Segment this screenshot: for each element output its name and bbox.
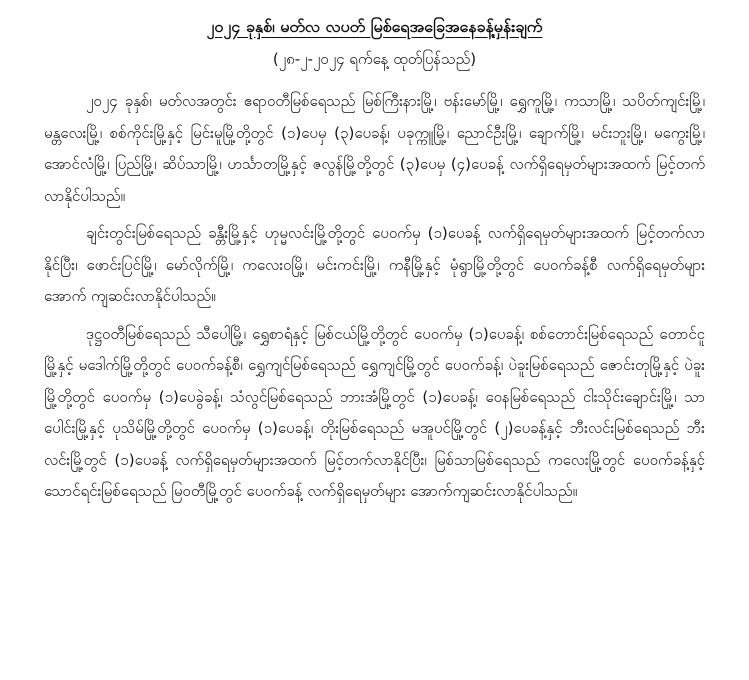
document-title-text: ၂၀၂၄ ခုနှစ်၊ မတ်လ လပတ် မြစ်ရေအခြေအနေခန့်မှန်းချက် (206, 17, 543, 36)
paragraph-other-rivers: ဒုဋ္ဌဝတီမြစ်ရေသည် သီပေါမြို့၊ ရွှေစာရံနှင့် မြစ်ငယ်မြို့တို့တွင် ပေဝက်မှ (၁)ပေခန့်၊ စစ်တောင်းမြစ်ရေသည် တောင်ငူမြို့နှင့် မဒေါက်မြို့တို့တွင် ပေဝက်ခန့်စီ၊ ရွှေကျင်မြစ်ရေသည် ရွှေကျင်မြို့တွင် ပေဝက်ခန့်၊ ပဲခူးမြစ်ရေသည် ဇောင်းတုမြို့နှင့် ပဲခူးမြို့တို့တွင် ပေဝက်မှ (၁)ပေခွဲခန့်၊ သံလွင်မြစ်ရေသည် ဘားအံမြို့တွင် (၁)ပေခန့်၊ ဝေနမြစ်ရေသည် ငါးသိုင်းချောင်းမြို့၊ သာပေါင်းမြို့နှင့် ပုသိမ်မြို့တို့တွင် ပေဝက်မှ (၁)ပေခန့်၊ တိုးမြစ်ရေသည် မအူပင်မြို့တွင် (၂)ပေခန့်နှင့် ဘီးလင်းမြစ်ရေသည် ဘီးလင်းမြို့တွင် (၁)ပေခန့် လက်ရှိရေမှတ်များအထက် မြင့်တက်လာနိုင်ပြီး၊ မြစ်သာမြစ်ရေသည် ကလေးမြို့တွင် ပေဝက်ခန့်နှင့် သောင်ရင်းမြစ်ရေသည် မြဝတီမြို့တွင် ပေဝက်ခန့် လက်ရှိရေမှတ်များ အောက်ကျဆင်းလာနိုင်ပါသည်။ (44, 324, 705, 500)
document-title (44, 14, 705, 40)
paragraph-irrawaddy: ၂၀၂၄ ခုနှစ်၊ မတ်လအတွင်း ဧရာဝတီမြစ်ရေသည် မြစ်ကြီးနားမြို့၊ ဗန်းမော်မြို့၊ ရွှေကူမြို့၊ ကသာမြို့၊ သပိတ်ကျင်းမြို့၊ မန္တလေးမြို့၊ စစ်ကိုင်းမြို့နှင့် မြင်းမူမြို့တို့တွင် (၁)ပေမှ (၃)ပေခန့်၊ ပခုက္ကူမြို့၊ ညောင်ဦးမြို့၊ ချောက်မြို့၊ မင်းဘူးမြို့၊ မကွေးမြို့၊ အောင်လံမြို့၊ ပြည်မြို့၊ ဆိပ်သာမြို့၊ ဟင်္သာတမြို့နှင့် ဇလွန်မြို့တို့တွင် (၃)ပေမှ (၄)ပေခန့် လက်ရှိရေမှတ်များအထက် မြင့်တက်လာနိုင်ပါသည်။ (44, 92, 705, 205)
paragraph-chindwin: ချင်းတွင်းမြစ်ရေသည် ခန္တီးမြို့နှင့် ဟုမ္မလင်းမြို့တို့တွင် ပေဝက်မှ (၁)ပေခန့် လက်ရှိရေမှတ်များအထက် မြင့်တက်လာနိုင်ပြီး၊ ဖောင်းပြင်မြို့၊ မော်လိုက်မြို့၊ ကလေးဝမြို့၊ မင်းကင်းမြို့၊ ကနီမြို့နှင့် မုံရွာမြို့တို့တွင် ပေဝက်ခန့်စီ လက်ရှိရေမှတ်များအောက် ကျဆင်းလာနိုင်ပါသည်။ (44, 224, 705, 305)
document-subtitle: (၂၈-၂-၂၀၂၄ ရက်နေ့ ထုတ်ပြန်သည်) (272, 50, 477, 68)
